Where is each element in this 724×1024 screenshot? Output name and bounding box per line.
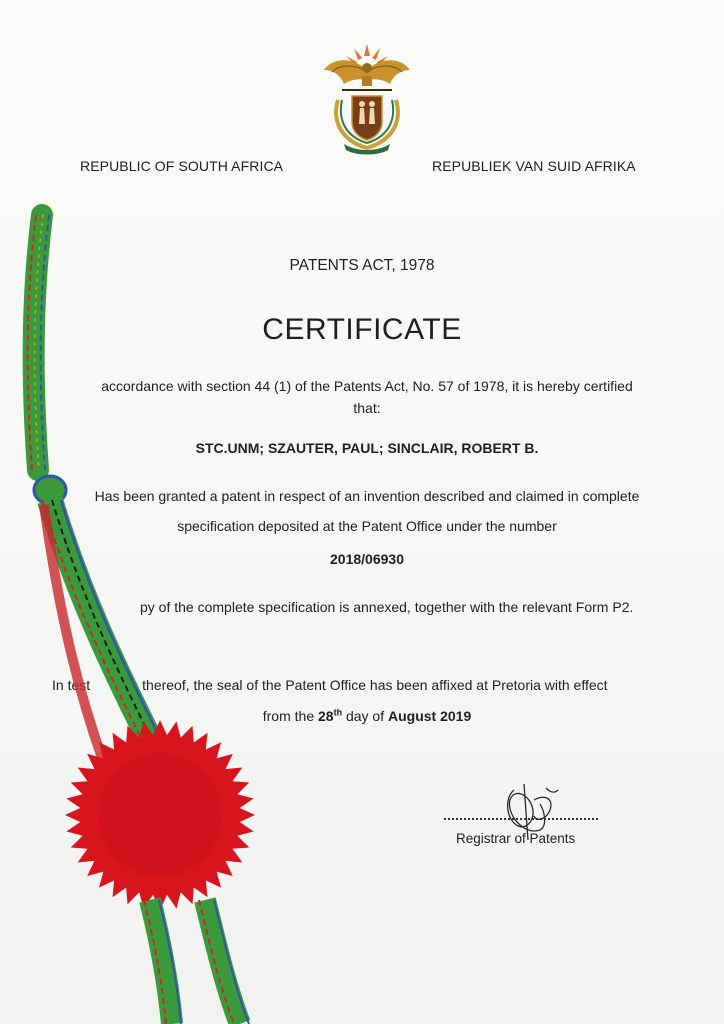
grant-text-line2: specification deposited at the Patent Office under the number bbox=[177, 518, 557, 534]
certification-text-line2: that: bbox=[353, 400, 381, 416]
coat-of-arms-icon bbox=[322, 40, 412, 158]
act-title: PATENTS ACT, 1978 bbox=[289, 257, 435, 274]
effective-month-year: August 2019 bbox=[388, 708, 472, 724]
effective-date-line bbox=[40, 708, 694, 724]
seal-text-line1 bbox=[52, 677, 608, 693]
effective-date-prefix: from the bbox=[262, 708, 315, 724]
effective-day: 28th bbox=[318, 707, 343, 724]
red-seal bbox=[65, 720, 255, 910]
signature-line bbox=[444, 818, 598, 820]
certificate-title: CERTIFICATE bbox=[262, 313, 462, 346]
patentee-names: STC.UNM; SZAUTER, PAUL; SINCLAIR, ROBERT B. bbox=[195, 440, 539, 456]
seal-text-start: In test bbox=[52, 677, 91, 693]
certification-text-line1: accordance with section 44 (1) of the Patents Act, No. 57 of 1978, it is hereby certified bbox=[101, 378, 633, 394]
header-republic-english: REPUBLIC OF SOUTH AFRICA bbox=[80, 158, 284, 174]
annex-text: py of the complete specification is annexed, together with the relevant Form P2. bbox=[140, 599, 634, 615]
grant-text-line1: Has been granted a patent in respect of an invention described and claimed in complete bbox=[94, 488, 640, 504]
effective-date-middle: day of bbox=[345, 708, 385, 724]
header-republic-afrikaans: REPUBLIEK VAN SUID AFRIKA bbox=[432, 158, 636, 174]
registrar-label: Registrar of Patents bbox=[456, 831, 576, 846]
seal-text-end: thereof, the seal of the Patent Office has been affixed at Pretoria with effect bbox=[142, 677, 608, 693]
patent-number: 2018/06930 bbox=[330, 551, 404, 567]
